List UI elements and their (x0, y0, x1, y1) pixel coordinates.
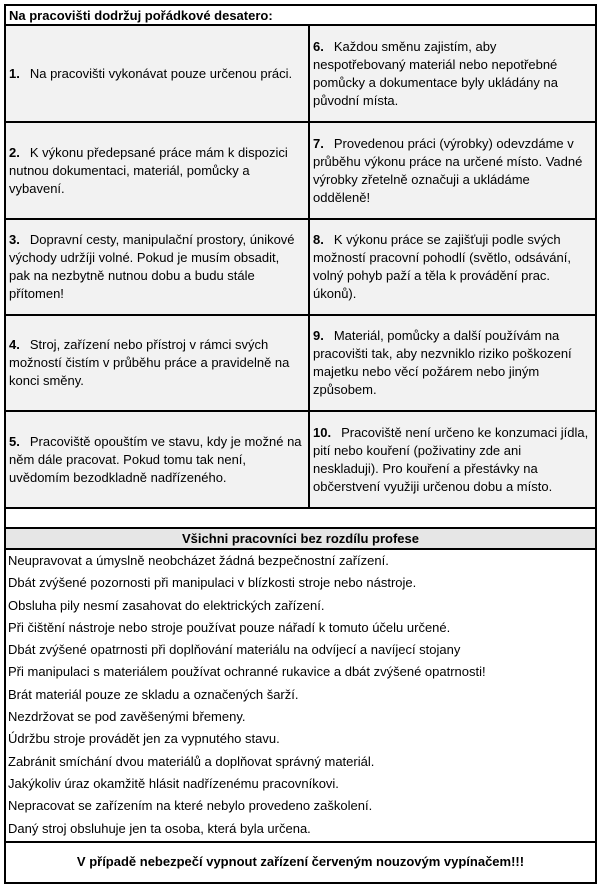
rule-cell-2: 2. K výkonu předepsané práce mám k dispozici nutnou dokumentaci, materiál, pomůcky a vybavení. (6, 123, 310, 218)
rule-cell-5: 5. Pracoviště opouštím ve stavu, kdy je možné na něm dále pracovat. Pokud tomu tak není, uvědomím bezodkladně nadřízeného. (6, 412, 310, 507)
emergency-warning: V případě nebezpečí vypnout zařízení červeným nouzovým vypínačem!!! (6, 841, 595, 882)
rule-cell-9: 9. Materiál, pomůcky a další používám na pracovišti tak, aby nezvniklo riziko poškození majetku nebo věcí požárem nebo jiným způsobem. (310, 316, 595, 410)
section-heading: Všichni pracovníci bez rozdílu profese (6, 529, 595, 550)
list-item: Neupravovat a úmyslně neobcházet žádná bezpečnostní zařízení. (8, 553, 389, 568)
grid-row (6, 220, 595, 316)
list-item: Dbát zvýšené opatrnosti při doplňování materiálu na odvíjecí a navíjecí stojany (8, 642, 461, 658)
list-item: Zabránit smíchání dvou materiálů a doplňovat správný materiál. (8, 753, 375, 769)
rule-cell-8: 8. K výkonu práce se zajišťuji podle svých možností pracovní pohodlí (světlo, odsávání, volný pohyb paží a těla k provádění prac. úkonů). (310, 220, 595, 314)
document-heading: Na pracovišti dodržuj pořádkové desatero: (6, 6, 595, 26)
list-item: Nepracovat se zařízením na které nebylo provedeno zaškolení. (8, 798, 373, 814)
list-item: Nezdržovat se pod zavěšenými břemeny. (8, 709, 246, 725)
list-item: Při manipulaci s materiálem používat ochranné rukavice a dbát zvýšené opatrnosti! (8, 664, 486, 680)
general-rules-list (6, 550, 595, 840)
list-item: Daný stroj obsluhuje jen ta osoba, která byla určena. (8, 820, 311, 836)
rule-cell-6: 6. Každou směnu zajistím, aby nespotřebovaný materiál nebo nepotřebné pomůcky a dokumentace byly ukládány na původní místa. (310, 26, 595, 121)
rule-cell-3: 3. Dopravní cesty, manipulační prostory, únikové východy udržíji volné. Pokud je musím obsadit, pak na nezbytně nutnou dobu a budu stále přítomen! (6, 220, 310, 314)
grid-row (6, 123, 595, 220)
list-item: Jakýkoliv úraz okamžitě hlásit nadřízenému pracovníkovi. (8, 775, 339, 791)
grid-row (6, 26, 595, 123)
rule-cell-1: 1. Na pracovišti vykonávat pouze určenou práci. (6, 26, 310, 121)
rule-cell-7: 7. Provedenou práci (výrobky) odevzdáme v průběhu výkonu práce na určené místo. Vadné výrobky zřetelně označuji a ukládáme odděleně! (310, 123, 595, 218)
list-item: Při čištění nástroje nebo stroje používat pouze nářadí k tomuto účelu určené. (8, 619, 451, 635)
list-item: Dbát zvýšené pozornosti při manipulaci v blízkosti stroje nebo nástroje. (8, 575, 417, 591)
grid-row (6, 412, 595, 509)
grid-row (6, 316, 595, 412)
list-item: Údržbu stroje provádět jen za vypnutého stavu. (8, 731, 280, 747)
rule-cell-10: 10. Pracoviště není určeno ke konzumaci jídla, pití nebo kouření (poživatiny zde ani neskladuji). Pro kouření a přestávky na občerstvení využiji určenou dobu a místo. (310, 412, 595, 507)
safety-notice-document (4, 4, 597, 884)
list-item: Obsluha pily nesmí zasahovat do elektrických zařízení. (8, 597, 325, 613)
rule-cell-4: 4. Stroj, zařízení nebo přístroj v rámci svých možností čistím v průběhu práce a pravidelně na konci směny. (6, 316, 310, 410)
list-item: Brát materiál pouze ze skladu a označených šarží. (8, 686, 299, 702)
section-spacer (6, 511, 595, 529)
